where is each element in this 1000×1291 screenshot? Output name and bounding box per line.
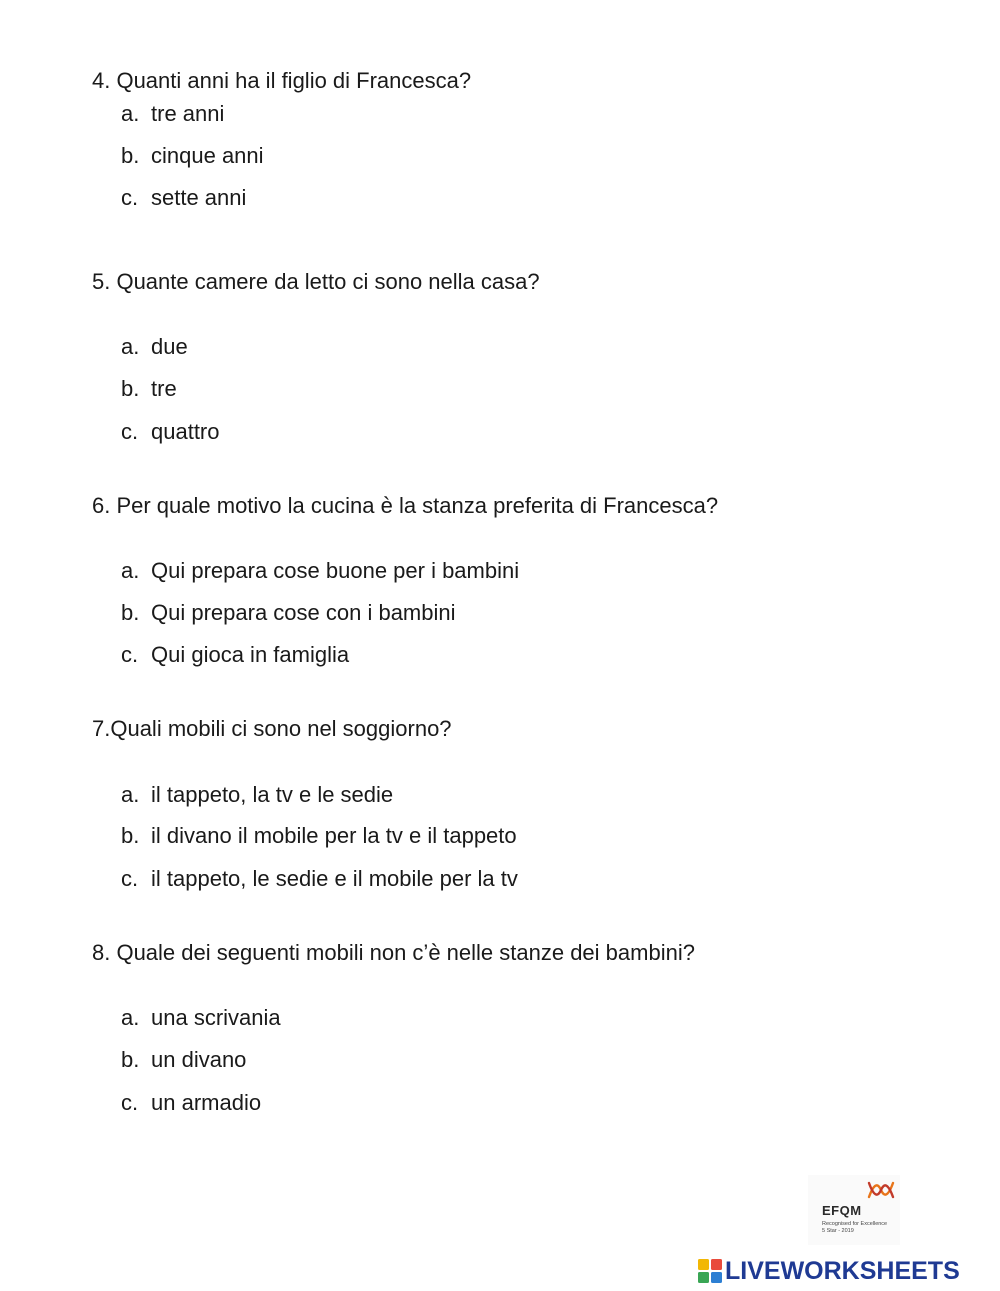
option-4a[interactable] xyxy=(121,101,224,127)
efqm-line-1: Recognised for Excellence xyxy=(822,1221,888,1227)
option-text: sette anni xyxy=(151,185,247,210)
liveworksheets-blocks-icon xyxy=(698,1259,722,1283)
option-letter: a. xyxy=(121,101,140,126)
option-letter: b. xyxy=(121,600,140,625)
option-letter: a. xyxy=(121,782,140,807)
option-text: Qui gioca in famiglia xyxy=(151,642,350,667)
efqm-line-2: 5 Star - 2019 xyxy=(822,1227,854,1234)
option-letter: c. xyxy=(121,866,139,891)
option-7b[interactable] xyxy=(121,823,517,849)
option-letter: b. xyxy=(121,1047,140,1072)
option-text: il tappeto, la tv e le sedie xyxy=(151,782,394,807)
option-7a[interactable] xyxy=(121,782,393,808)
efqm-ribbon-icon xyxy=(866,1179,896,1201)
efqm-caption xyxy=(822,1221,887,1234)
option-text: il divano il mobile per la tv e il tappeto xyxy=(151,823,517,848)
option-7c[interactable] xyxy=(121,866,518,892)
option-8a[interactable] xyxy=(121,1005,281,1031)
option-8c[interactable] xyxy=(121,1090,261,1116)
option-text: Qui prepara cose buone per i bambini xyxy=(151,558,520,583)
option-letter: a. xyxy=(121,1005,140,1030)
liveworksheets-wordmark: LIVEWORKSHEETS xyxy=(725,1256,960,1285)
option-6c[interactable] xyxy=(121,642,349,668)
efqm-logo xyxy=(808,1175,900,1245)
option-8b[interactable] xyxy=(121,1047,246,1073)
option-letter: a. xyxy=(121,334,140,359)
option-letter: c. xyxy=(121,185,139,210)
question-8: 8. Quale dei seguenti mobili non c’è nelle stanze dei bambini? xyxy=(92,940,695,965)
option-text: il tappeto, le sedie e il mobile per la tv xyxy=(151,866,518,891)
option-text: tre anni xyxy=(151,101,225,126)
option-letter: b. xyxy=(121,143,140,168)
question-4: 4. Quanti anni ha il figlio di Francesca? xyxy=(92,68,472,93)
option-text: una scrivania xyxy=(151,1005,281,1030)
option-6a[interactable] xyxy=(121,558,519,584)
option-text: tre xyxy=(151,376,177,401)
efqm-name: EFQM xyxy=(822,1203,862,1218)
liveworksheets-logo[interactable] xyxy=(698,1257,960,1285)
option-letter: b. xyxy=(121,376,140,401)
option-text: Qui prepara cose con i bambini xyxy=(151,600,456,625)
option-5b[interactable] xyxy=(121,376,177,402)
question-5: 5. Quante camere da letto ci sono nella casa? xyxy=(92,269,540,294)
option-letter: a. xyxy=(121,558,140,583)
option-text: un divano xyxy=(151,1047,247,1072)
option-4c[interactable] xyxy=(121,185,246,211)
option-letter: c. xyxy=(121,1090,139,1115)
question-6: 6. Per quale motivo la cucina è la stanza preferita di Francesca? xyxy=(92,493,719,518)
option-text: quattro xyxy=(151,419,220,444)
option-letter: b. xyxy=(121,823,140,848)
question-7: 7.Quali mobili ci sono nel soggiorno? xyxy=(92,716,452,741)
option-4b[interactable] xyxy=(121,143,264,169)
option-5a[interactable] xyxy=(121,334,188,360)
option-5c[interactable] xyxy=(121,419,220,445)
option-6b[interactable] xyxy=(121,600,456,626)
option-text: cinque anni xyxy=(151,143,264,168)
option-text: due xyxy=(151,334,188,359)
option-letter: c. xyxy=(121,642,139,667)
option-letter: c. xyxy=(121,419,139,444)
option-text: un armadio xyxy=(151,1090,262,1115)
